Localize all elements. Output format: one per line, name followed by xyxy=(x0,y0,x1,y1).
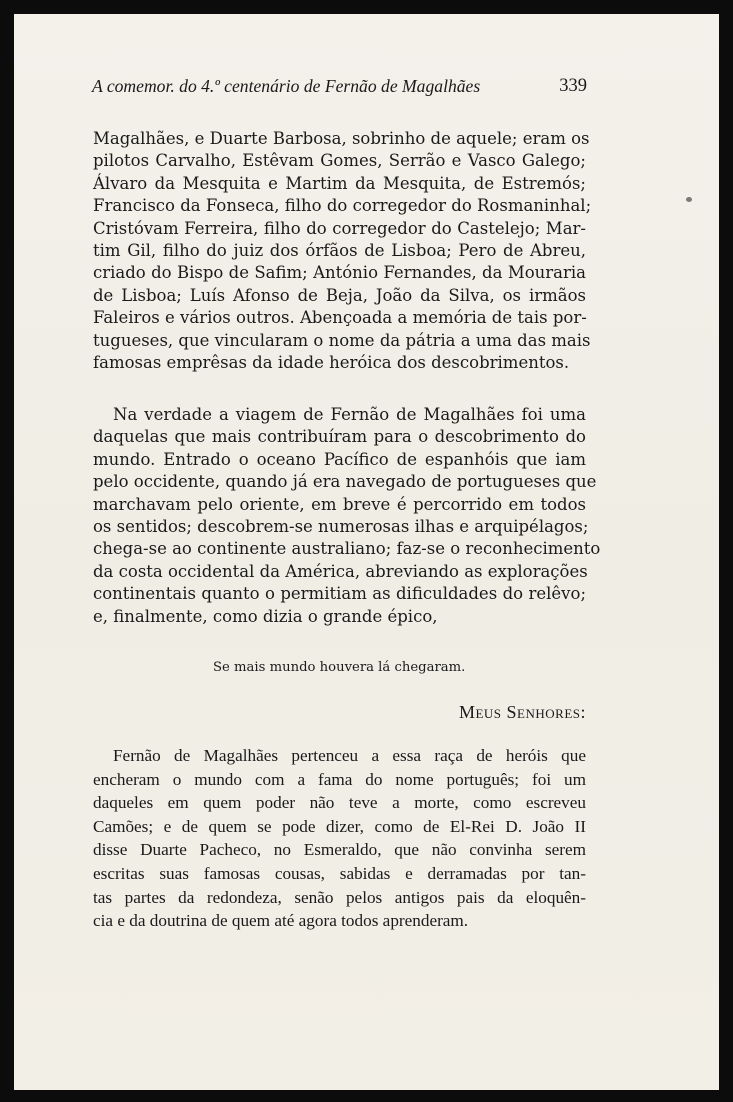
text-line: continentais quanto o permitiam as dificuldades do relêvo; xyxy=(93,584,586,604)
text-line: Camões; e de quem se pode dizer, como de El-Rei D. João II xyxy=(93,816,586,836)
paragraph-2 xyxy=(93,404,601,628)
text-line: chega-se ao continente australiano; faz-se o reconhecimento xyxy=(93,539,601,559)
text-line: tim Gil, filho do juiz dos órfãos de Lisboa; Pero de Abreu, xyxy=(93,240,586,260)
paper-speck xyxy=(686,197,692,202)
text-line: Fernão de Magalhães pertenceu a essa raça de heróis que xyxy=(113,746,586,765)
text-line: pelo occidente, quando já era navegado de portugueses que xyxy=(93,472,597,492)
salutation: Meus Senhores: xyxy=(458,702,586,722)
text-line: escritas suas famosas cousas, sabidas e derramadas por tan- xyxy=(93,863,586,883)
running-head xyxy=(92,76,587,100)
text-line: de Lisboa; Luís Afonso de Beja, João da Silva, os irmãos xyxy=(93,285,586,305)
text-line: mundo. Entrado o oceano Pacífico de espanhóis que iam xyxy=(93,449,586,469)
text-line: e, finalmente, como dizia o grande épico, xyxy=(93,606,438,626)
text-line: Na verdade a viagem de Fernão de Magalhães foi uma xyxy=(113,405,586,424)
text-line: da costa occidental da América, abreviando as explorações xyxy=(93,561,588,581)
paragraph-1 xyxy=(93,128,592,374)
text-line: os sentidos; descobrem-se numerosas ilhas e arquipélagos; xyxy=(93,516,589,536)
text-line: encheram o mundo com a fama do nome português; foi um xyxy=(93,769,586,789)
text-line: Francisco da Fonseca, filho do corregedor do Rosmaninhal; xyxy=(93,196,592,216)
text-line: tas partes da redondeza, senão pelos antigos pais da eloquên- xyxy=(93,887,586,907)
text-line: cia e da doutrina de quem até agora todos aprenderam. xyxy=(93,911,469,931)
verse-quote: Se mais mundo houvera lá chegaram. xyxy=(213,660,466,675)
text-line: daqueles em quem poder não teve a morte, como escreveu xyxy=(93,793,586,813)
paragraph-3 xyxy=(93,744,586,933)
book-page xyxy=(14,14,719,1090)
text-line: Faleiros e vários outros. Abençoada a memória de tais por- xyxy=(93,308,587,328)
running-head-title: A comemor. do 4.º centenário de Fernão de Magalhães xyxy=(92,76,481,96)
text-line: Álvaro da Mesquita e Martim da Mesquita, de Estremós; xyxy=(93,173,586,193)
text-line: Cristóvam Ferreira, filho do corregedor do Castelejo; Mar- xyxy=(93,218,586,238)
text-line: disse Duarte Pacheco, no Esmeraldo, que não convinha serem xyxy=(93,840,586,860)
text-line: tugueses, que vincularam o nome da pátria a uma das mais xyxy=(93,330,591,350)
text-line: famosas emprêsas da idade heróica dos descobrimentos. xyxy=(93,352,570,372)
page-number: 339 xyxy=(559,76,587,96)
text-line: criado do Bispo de Safim; António Fernandes, da Mouraria xyxy=(93,263,586,283)
text-line: Magalhães, e Duarte Barbosa, sobrinho de aquele; eram os xyxy=(93,129,590,148)
text-line: pilotos Carvalho, Estêvam Gomes, Serrão e Vasco Galego; xyxy=(93,151,586,171)
text-line: marchavam pelo oriente, em breve é percorrido em todos xyxy=(93,494,586,514)
text-line: daquelas que mais contribuíram para o descobrimento do xyxy=(93,427,586,447)
